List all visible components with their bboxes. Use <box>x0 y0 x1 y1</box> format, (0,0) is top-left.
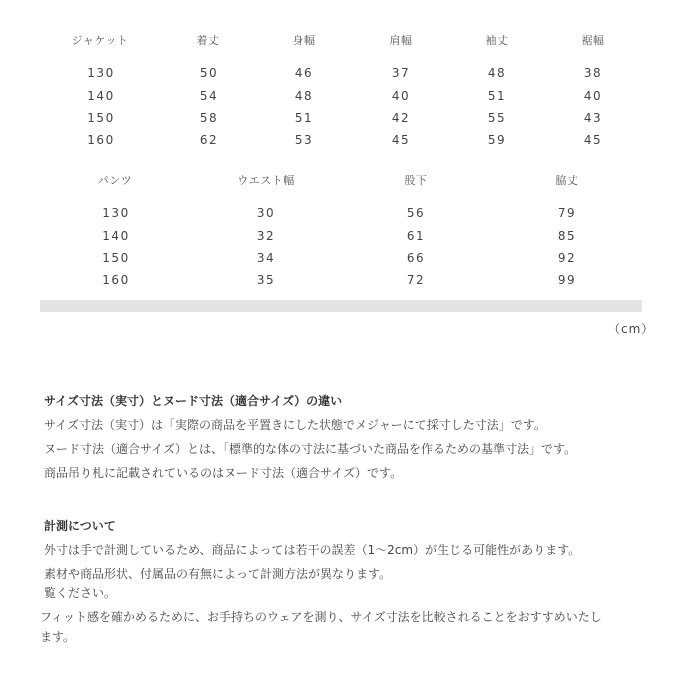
section-title: サイズ寸法（実寸）とヌード寸法（適合サイズ）の違い <box>44 394 343 408</box>
table-cell: 55 <box>487 111 507 125</box>
pants-header-waist-width: ウエスト幅 <box>237 174 295 187</box>
jacket-header-label: ジャケット <box>71 34 129 47</box>
table-cell: 40 <box>391 89 411 103</box>
section-line: 外寸は手で計測しているため、商品によっては若干の誤差（1～2cm）が生じる可能性があります。 <box>44 543 581 557</box>
table-cell: 50 <box>199 66 219 80</box>
table-cell: 150 <box>87 111 115 125</box>
table-scrollbar[interactable] <box>40 300 642 312</box>
table-cell: 46 <box>294 66 314 80</box>
table-cell: 130 <box>102 206 130 220</box>
table-cell: 35 <box>256 273 276 287</box>
table-cell: 48 <box>487 66 507 80</box>
jacket-header-length: 着丈 <box>196 34 220 47</box>
table-cell: 53 <box>294 133 314 147</box>
unit-label: （cm） <box>608 322 655 336</box>
pants-header-inseam: 股下 <box>404 174 428 187</box>
table-cell: 59 <box>487 133 507 147</box>
table-cell: 45 <box>583 133 603 147</box>
table-cell: 30 <box>256 206 276 220</box>
section-line: 素材や商品形状、付属品の有無によって計測方法が異なります。 <box>44 567 392 581</box>
table-cell: 79 <box>557 206 577 220</box>
section-line: サイズ寸法（実寸）は「実際の商品を平置きにした状態でメジャーにて採寸した寸法」です。 <box>44 418 546 432</box>
table-cell: 40 <box>583 89 603 103</box>
table-cell: 48 <box>294 89 314 103</box>
table-cell: 38 <box>583 66 603 80</box>
table-cell: 42 <box>391 111 411 125</box>
table-cell: 56 <box>406 206 426 220</box>
table-cell: 160 <box>102 273 130 287</box>
section-line: ます。 <box>40 630 76 644</box>
table-cell: 99 <box>557 273 577 287</box>
jacket-header-sleeve-length: 袖丈 <box>485 34 509 47</box>
section-line: 覧ください。 <box>44 586 117 600</box>
table-cell: 85 <box>557 229 577 243</box>
table-cell: 72 <box>406 273 426 287</box>
section-line: フィット感を確かめるために、お手持ちのウェアを測り、サイズ寸法を比較されることをおすすめいたし <box>40 610 602 624</box>
table-cell: 58 <box>199 111 219 125</box>
jacket-header-body-width: 身幅 <box>292 34 316 47</box>
table-cell: 45 <box>391 133 411 147</box>
jacket-header-shoulder-width: 肩幅 <box>389 34 413 47</box>
pants-header-outseam: 脇丈 <box>555 174 579 187</box>
table-cell: 140 <box>102 229 130 243</box>
table-cell: 51 <box>294 111 314 125</box>
table-cell: 43 <box>583 111 603 125</box>
table-cell: 150 <box>102 251 130 265</box>
table-cell: 34 <box>256 251 276 265</box>
table-cell: 160 <box>87 133 115 147</box>
table-cell: 66 <box>406 251 426 265</box>
table-cell: 61 <box>406 229 426 243</box>
table-cell: 62 <box>199 133 219 147</box>
jacket-header-hem-width: 裾幅 <box>581 34 605 47</box>
section-line: 商品吊り札に記載されているのはヌード寸法（適合サイズ）です。 <box>44 466 403 480</box>
pants-header-label: パンツ <box>97 174 133 187</box>
section-line: ヌード寸法（適合サイズ）とは、「標準的な体の寸法に基づいた商品を作るための基準寸法」です。 <box>44 442 577 456</box>
table-cell: 54 <box>199 89 219 103</box>
table-cell: 92 <box>557 251 577 265</box>
table-cell: 51 <box>487 89 507 103</box>
section-title: 計測について <box>44 519 116 533</box>
table-cell: 37 <box>391 66 411 80</box>
table-cell: 130 <box>87 66 115 80</box>
table-cell: 140 <box>87 89 115 103</box>
table-cell: 32 <box>256 229 276 243</box>
